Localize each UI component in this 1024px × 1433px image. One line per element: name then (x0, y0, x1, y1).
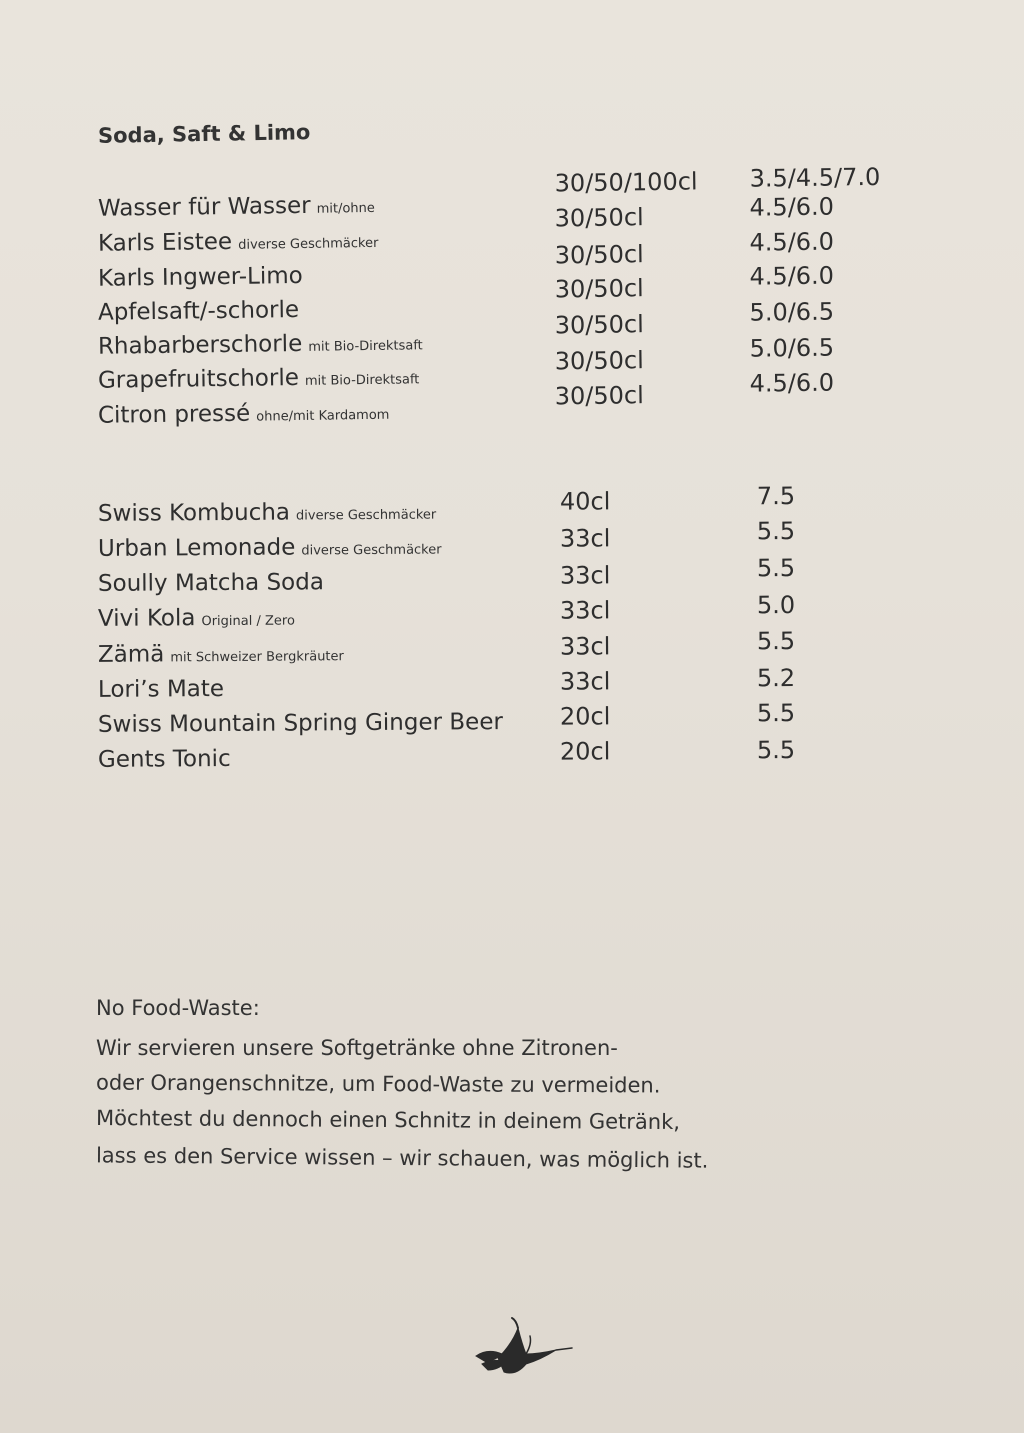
item-note: diverse Geschmäcker (295, 507, 437, 524)
item-name (98, 363, 420, 393)
item-price: 5.5 (756, 736, 796, 765)
item-price: 5.5 (756, 517, 796, 546)
item-name-text: Swiss Mountain Spring Ginger Beer (97, 709, 503, 738)
menu-row (0, 736, 1024, 781)
item-price: 5.0 (756, 591, 796, 620)
item-size: 30/50cl (554, 310, 644, 340)
item-price: 4.5/6.0 (749, 261, 835, 291)
item-price: 4.5/6.0 (749, 368, 835, 398)
item-name-text: Apfelsaft/-schorle (97, 296, 300, 326)
item-name-text: Rhabarberschorle (97, 330, 303, 360)
item-name-text: Gents Tonic (97, 745, 231, 773)
item-note: diverse Geschmäcker (238, 235, 379, 253)
item-name (98, 746, 237, 773)
item-name-text: Lori’s Mate (97, 676, 225, 703)
item-name (98, 263, 309, 292)
item-note: mit Bio-Direktsaft (308, 338, 423, 355)
menu-row (0, 554, 1024, 605)
menu-row (0, 664, 1024, 711)
item-name (98, 297, 305, 326)
item-name-text: Urban Lemonade (97, 534, 296, 562)
item-name-text: Wasser für Wasser (97, 192, 311, 222)
item-size: 30/50cl (554, 346, 644, 376)
item-note: ohne/mit Kardamom (256, 407, 390, 425)
item-price: 5.5 (756, 627, 796, 656)
item-name (98, 399, 390, 429)
item-size: 30/50cl (554, 381, 644, 411)
item-size: 30/50cl (554, 203, 644, 233)
footer-line: oder Orangenschnitze, um Food-Waste zu vermeiden. (95, 1070, 661, 1098)
item-note: mit/ohne (316, 200, 375, 217)
item-size: 20cl (559, 702, 611, 731)
item-size: 30/50cl (554, 240, 644, 270)
item-price: 5.0/6.5 (749, 297, 835, 327)
item-size: 33cl (559, 596, 611, 625)
item-size: 33cl (559, 632, 611, 661)
item-name-text: Soully Matcha Soda (97, 569, 324, 597)
item-price: 5.2 (756, 664, 796, 693)
item-price: 5.0/6.5 (749, 333, 835, 363)
item-size: 33cl (559, 667, 611, 696)
footer-line: Möchtest du dennoch einen Schnitz in deinem Getränk, (95, 1105, 681, 1135)
item-note: Original / Zero (201, 613, 295, 630)
bird-logo-icon (468, 1314, 578, 1384)
item-size: 20cl (559, 737, 611, 766)
item-name (98, 676, 230, 703)
item-name (98, 709, 509, 738)
item-name (98, 605, 295, 632)
footer-title: No Food-Waste: (96, 996, 260, 1020)
item-size: 30/50/100cl (554, 167, 698, 198)
item-price: 4.5/6.0 (749, 192, 835, 222)
item-name-text: Karls Eistee (97, 228, 233, 257)
section-title: Soda, Saft & Limo (97, 120, 311, 148)
item-note: mit Bio-Direktsaft (304, 372, 420, 389)
footer-line: lass es den Service wissen – wir schauen, was möglich ist. (95, 1143, 709, 1173)
item-name (98, 499, 436, 527)
item-name (98, 533, 442, 561)
footer-line: Wir servieren unsere Softgetränke ohne Zitronen- (96, 1036, 618, 1060)
menu-row (0, 699, 1024, 746)
item-name-text: Grapefruitschorle (97, 364, 300, 394)
item-price: 4.5/6.0 (749, 227, 835, 257)
item-price: 5.5 (756, 699, 796, 728)
item-name-text: Zämä (97, 641, 165, 668)
menu-row (0, 591, 1024, 640)
menu-row (0, 517, 1024, 570)
item-name (98, 569, 330, 597)
item-name-text: Karls Ingwer-Limo (97, 262, 303, 292)
item-price: 5.5 (756, 554, 796, 583)
item-name (98, 192, 375, 222)
item-name-text: Swiss Kombucha (97, 499, 291, 527)
item-name (98, 640, 344, 668)
item-size: 40cl (559, 487, 611, 516)
item-note: mit Schweizer Bergkräuter (170, 649, 344, 666)
item-name-text: Vivi Kola (97, 605, 196, 632)
item-price: 7.5 (756, 482, 796, 511)
item-size: 30/50cl (554, 274, 644, 304)
item-note: diverse Geschmäcker (301, 542, 442, 559)
item-size: 33cl (559, 561, 611, 590)
item-size: 33cl (559, 524, 611, 553)
item-price: 3.5/4.5/7.0 (749, 162, 881, 193)
item-name-text: Citron pressé (97, 400, 251, 429)
item-name (98, 227, 379, 257)
menu-row (0, 482, 1024, 535)
menu-row (0, 627, 1024, 676)
item-name (98, 329, 423, 360)
